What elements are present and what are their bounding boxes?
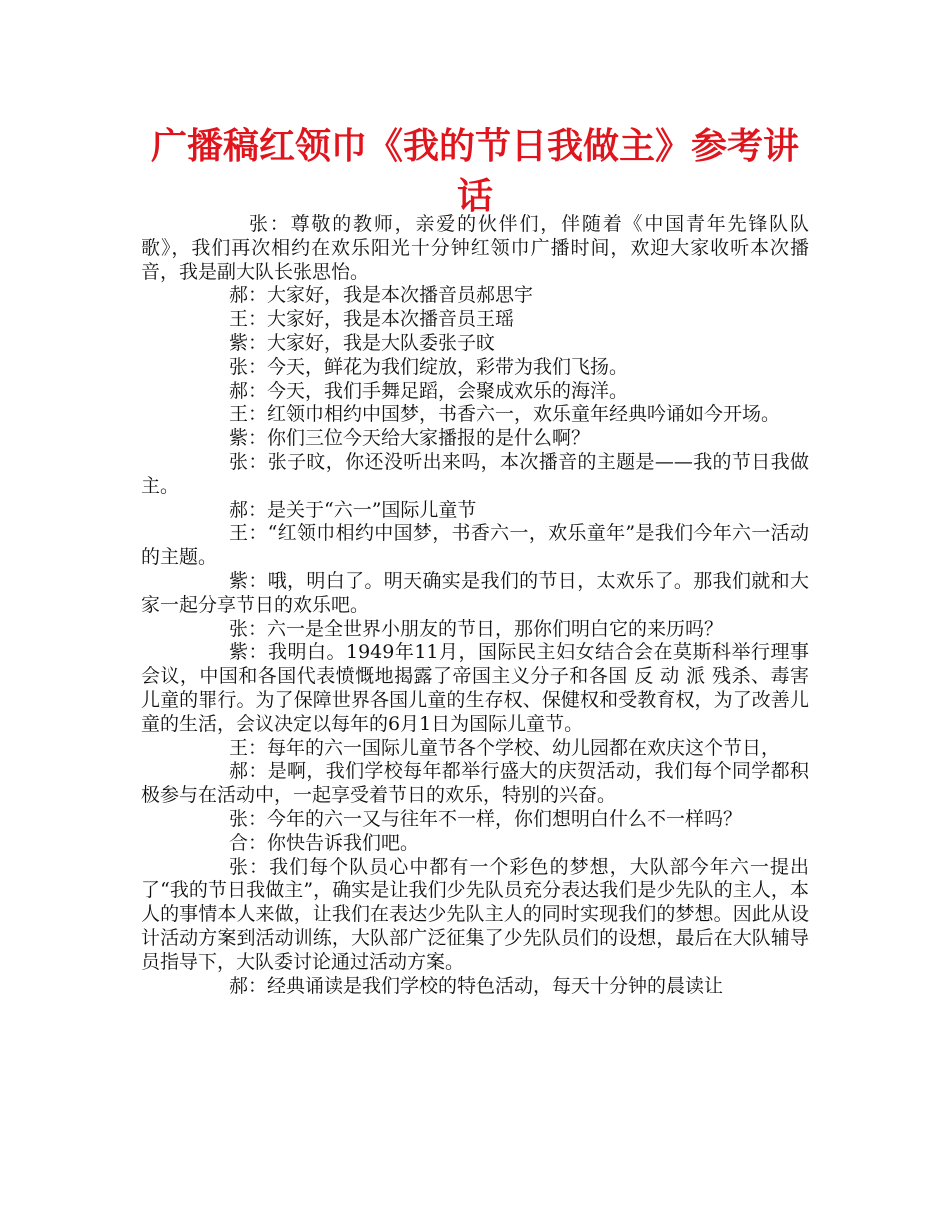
paragraph-1: 张：尊敬的教师，亲爱的伙伴们，伴随着《中国青年先锋队队歌》，我们再次相约在欢乐阳光十分钟红领巾广播时间，欢迎大家收听本次播音，我是副大队长张思怡。 [141,213,809,283]
paragraph-2: 郝：大家好，我是本次播音员郝思宇 [229,284,534,307]
paragraph-4: 紫：大家好，我是大队委张子旼 [229,331,496,354]
paragraph-20: 郝：经典诵读是我们学校的特色活动，每天十分钟的晨读让 [229,974,724,997]
paragraph-8: 紫：你们三位今天给大家播报的是什么啊？ [229,427,591,450]
paragraph-19: 张：我们每个队员心中都有一个彩色的梦想，大队部今年六一提出了“我的节日我做主”，确实是让我们少先队员充分表达我们是少先队的主人，本人的事情本人来做，让我们在表达少先队主人的同时实现我们的梦想。因此从设计活动方案到活动训练，大队部广泛征集了少先队员们的设想，最后在大队辅导员指导下，大队委讨论通过活动方案。 [141,855,809,973]
document-title: 广播稿红领巾《我的节日我做主》参考讲话 [150,126,799,217]
paragraph-3: 王：大家好，我是本次播音员王瑶 [229,308,515,331]
paragraph-14: 紫：我明白。1949年11月，国际民主妇女结合会在莫斯科举行理事会议，中国和各国代表愤慨地揭露了帝国主义分子和各国 反 动 派 残杀、毒害儿童的罪行。为了保障世界各国儿童的生存权、保健权和受教育权，为了改善儿童的生活，会议决定以每年的6月1日为国际儿童节。 [141,641,809,735]
paragraph-7: 王：红领巾相约中国梦，书香六一，欢乐童年经典吟诵如今开场。 [229,403,781,426]
paragraph-15: 王：每年的六一国际儿童节各个学校、幼儿园都在欢庆这个节日， [229,736,781,759]
paragraph-17: 张：今年的六一又与往年不一样，你们想明白什么不一样吗？ [229,807,743,830]
paragraph-12: 紫：哦，明白了。明天确实是我们的节日，太欢乐了。那我们就和大家一起分享节日的欢乐吧。 [141,569,809,616]
paragraph-18: 合：你快告诉我们吧。 [229,831,420,854]
paragraph-11: 王：“红领巾相约中国梦，书香六一，欢乐童年”是我们今年六一活动的主题。 [141,522,809,569]
paragraph-16: 郝：是啊，我们学校每年都举行盛大的庆贺活动，我们每个同学都积极参与在活动中，一起享受着节日的欢乐，特别的兴奋。 [141,760,809,807]
paragraph-10: 郝：是关于“六一”国际儿童节 [229,498,477,521]
paragraph-9: 张：张子旼，你还没听出来吗，本次播音的主题是——我的节日我做主。 [141,450,809,497]
paragraph-13: 张：六一是全世界小朋友的节日，那你们明白它的来历吗？ [229,617,724,640]
document-body [141,213,809,998]
paragraph-6: 郝：今天，我们手舞足蹈，会聚成欢乐的海洋。 [229,379,629,402]
paragraph-5: 张：今天，鲜花为我们绽放，彩带为我们飞扬。 [229,355,629,378]
